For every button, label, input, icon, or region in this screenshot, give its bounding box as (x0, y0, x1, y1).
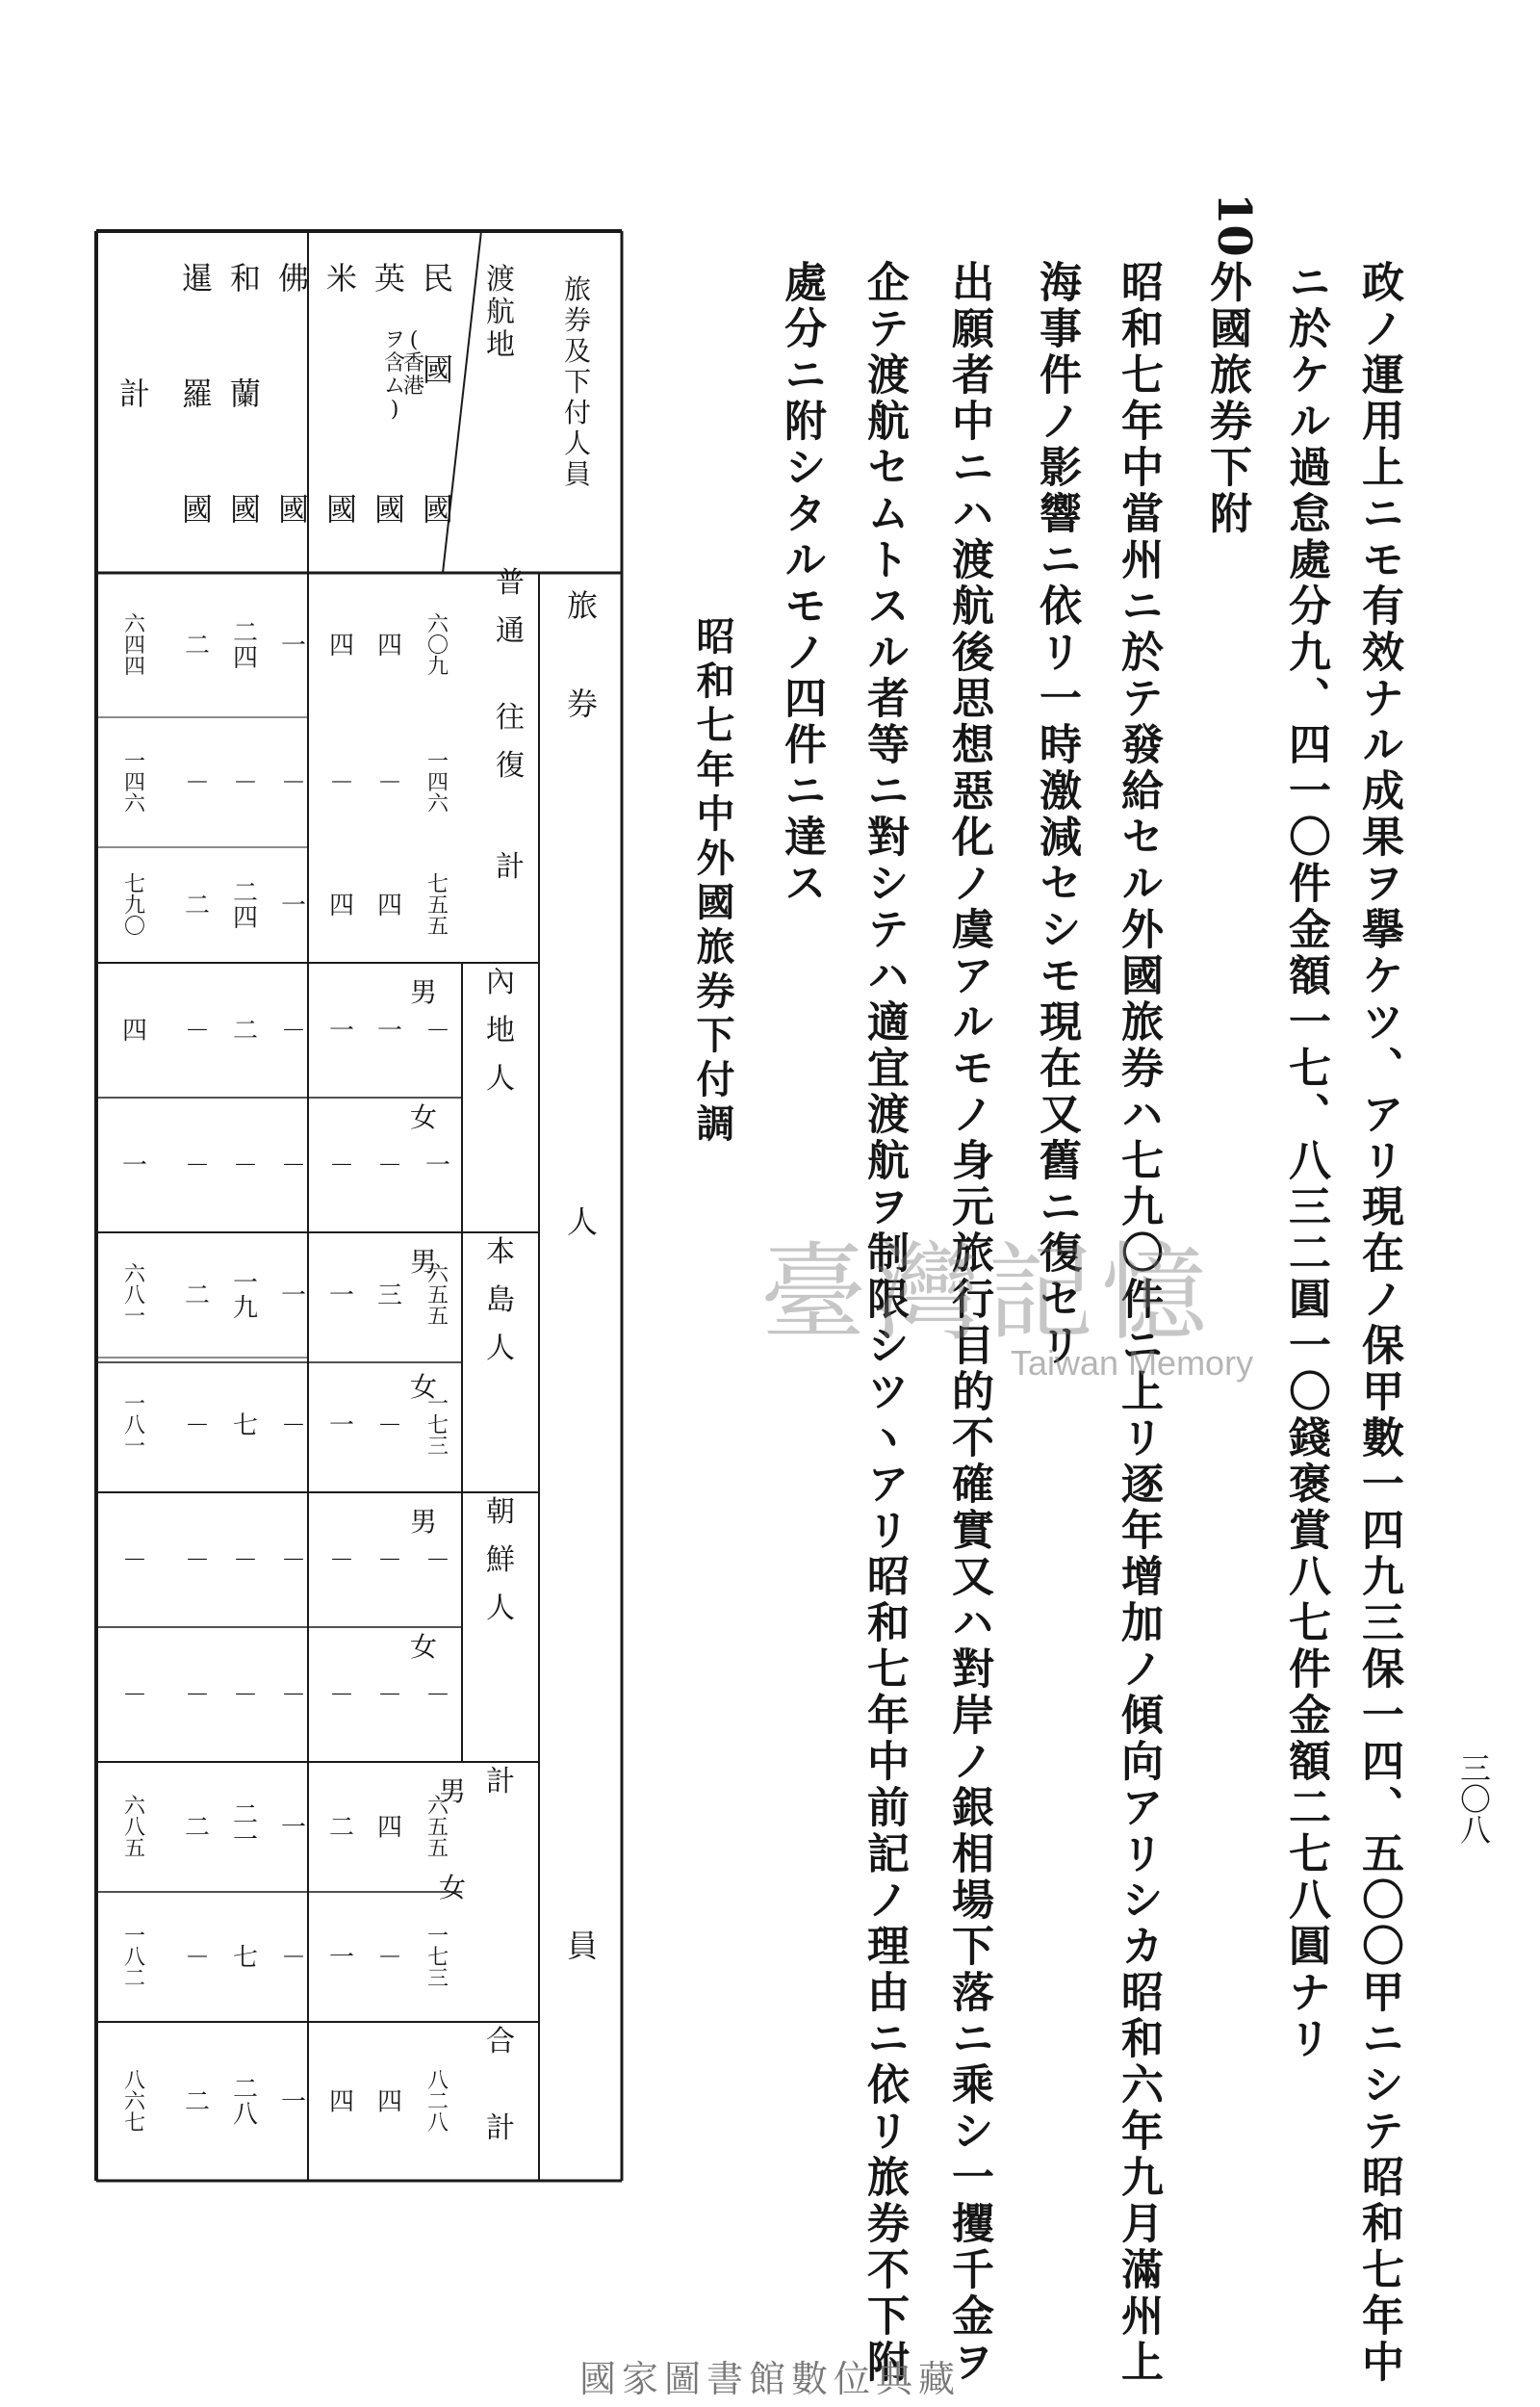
cell-c0-r4: 二四 (232, 619, 259, 674)
cell-c8-r0: － (424, 1681, 451, 1711)
persons-group-total: 計 (486, 1765, 515, 1799)
cell-c4-r6: 一 (121, 1152, 148, 1181)
page-number: 三〇八 (1455, 1752, 1492, 1845)
cell-c2-r5: 二 (184, 892, 211, 921)
section-line-5: 處分ニ附シタルモノ四件ニ達ス (777, 260, 826, 907)
destination-0-a: 民 (422, 260, 454, 297)
cell-c7-r0: － (424, 1546, 451, 1576)
cell-c7-r1: － (376, 1546, 403, 1576)
destination-3-a: 佛 (277, 260, 310, 297)
cell-c7-r5: － (184, 1546, 211, 1576)
cell-c3-r5: － (184, 1017, 211, 1047)
cell-c2-r3: 一 (280, 892, 307, 921)
cell-c6-r0: 一七三 (426, 1392, 449, 1460)
cell-c0-r2: 四 (328, 632, 355, 661)
destination-4-b: 蘭 (229, 375, 262, 412)
cell-c4-r5: － (184, 1152, 211, 1181)
destination-2-a: 米 (325, 260, 358, 297)
body-line-1: 政ノ運用上ニモ有效ナル成果ヲ擧ケツ、アリ現在ノ保甲數一四九三保一四、五〇〇甲ニシテ昭和七年中 (1354, 260, 1403, 2386)
cell-c6-r1: － (376, 1411, 403, 1441)
cell-c10-r1: － (376, 1943, 403, 1973)
persons-group-2: 朝鮮人 (486, 1495, 515, 1625)
section-line-3: 出願者中ニハ渡航後思想惡化ノ虞アルモノ身元旅行目的不確實又ハ對岸ノ銀相場下落ニ乘シ一攫千金ヲ (944, 260, 993, 2386)
group-header-persons: 人員 (566, 1204, 599, 1964)
destination-5-b: 羅 (181, 375, 214, 412)
group-header-passport: 旅券 (566, 587, 599, 722)
destination-0-b: 國 (422, 351, 454, 388)
cell-c4-r2: － (328, 1152, 355, 1181)
cell-c2-r1: 四 (376, 892, 403, 921)
male-label-total: 男 (438, 1775, 467, 1807)
cell-c7-r2: － (328, 1546, 355, 1576)
cell-c10-r0: 一七三 (426, 1925, 449, 1992)
passport-col-return: 往復 (496, 701, 525, 783)
female-label-2: 女 (409, 1631, 438, 1663)
cell-c5-r0: 六五五 (426, 1262, 449, 1330)
cell-c0-r0: 六〇九 (426, 612, 449, 680)
cell-c7-r4: － (232, 1546, 259, 1576)
cell-c0-r5: 二 (184, 632, 211, 661)
persons-group-1: 本島人 (486, 1235, 515, 1365)
cell-c5-r6: 六八一 (123, 1262, 146, 1330)
section-line-1: 昭和七年中當州ニ於テ發給セル外國旅券ハ七九〇件ニ上リ逐年增加ノ傾向アリシカ昭和六年九月滿州上 (1114, 260, 1163, 2386)
cell-c9-r3: 一 (280, 1813, 307, 1843)
destination-5-a: 暹 (181, 260, 214, 297)
section-number: 10 (1207, 193, 1261, 257)
destination-2-b: 國 (325, 491, 358, 528)
corner-label-bottom: 渡航地 (486, 263, 515, 362)
cell-c6-r3: － (280, 1411, 307, 1441)
section-line-4: 企テ渡航セムトスル者等ニ對シテハ適宜渡航ヲ制限シツヽアリ昭和七年中前記ノ理由ニ依リ旅券不下附 (860, 260, 909, 2386)
cell-c11-r3: 一 (280, 2087, 307, 2117)
cell-c4-r3: － (280, 1152, 307, 1181)
cell-c2-r0: 七五五 (426, 872, 449, 940)
watermark-logo: 臺灣記憶 (760, 1231, 1215, 1355)
cell-c1-r3: － (280, 768, 307, 798)
cell-c8-r4: － (232, 1681, 259, 1711)
passport-col-ordinary: 普通 (496, 566, 525, 648)
cell-c5-r3: 一 (280, 1281, 307, 1311)
cell-c1-r5: － (184, 768, 211, 798)
destination-4-c: 國 (229, 491, 262, 528)
table-title: 昭和七年中外國旅券下付調 (690, 616, 735, 1148)
cell-c11-r6: 八六七 (123, 2069, 146, 2136)
female-label-0: 女 (409, 1101, 438, 1133)
cell-c6-r5: － (184, 1411, 211, 1441)
cell-c9-r0: 六五五 (426, 1795, 449, 1862)
male-label-1: 男 (409, 1246, 438, 1278)
footer-credit: 國家圖書館數位典藏 (578, 2358, 961, 2400)
cell-c6-r6: 一八一 (123, 1392, 146, 1460)
cell-c9-r2: 二 (328, 1813, 355, 1843)
cell-c5-r2: 一 (328, 1281, 355, 1311)
cell-c5-r5: 二 (184, 1281, 211, 1311)
cell-c2-r6: 七九〇 (123, 872, 146, 940)
cell-c5-r4: 一九 (232, 1269, 259, 1324)
cell-c3-r6: 四 (121, 1017, 148, 1047)
cell-c8-r1: － (376, 1681, 403, 1711)
cell-c0-r3: 一 (280, 632, 307, 661)
passport-col-total: 計 (496, 850, 525, 884)
cell-c9-r1: 四 (376, 1813, 403, 1843)
cell-c3-r4: 二 (232, 1017, 259, 1047)
destination-0-note-a: (香港 (402, 328, 425, 399)
cell-c1-r2: － (328, 768, 355, 798)
cell-c10-r2: 一 (328, 1943, 355, 1973)
cell-c6-r4: 七 (232, 1411, 259, 1441)
destination-6-a: 計 (118, 375, 151, 412)
cell-c2-r4: 二四 (232, 879, 259, 934)
female-label-1: 女 (409, 1371, 438, 1403)
male-label-0: 男 (409, 976, 438, 1008)
cell-c3-r1: 一 (376, 1017, 403, 1047)
cell-c11-r5: 二 (184, 2087, 211, 2117)
cell-c11-r0: 八二八 (426, 2069, 449, 2136)
cell-c1-r0: 一四六 (426, 750, 449, 817)
destination-0-c: 國 (422, 491, 454, 528)
destination-4-a: 和 (229, 260, 262, 297)
cell-c0-r6: 六四四 (123, 612, 146, 680)
male-label-2: 男 (409, 1506, 438, 1538)
section-line-2: 海事件ノ影響ニ依リ一時激減セシモ現在又舊ニ復セリ (1032, 260, 1081, 1369)
female-label-total: 女 (438, 1872, 467, 1903)
cell-c7-r6: － (121, 1546, 148, 1576)
cell-c6-r2: 一 (328, 1411, 355, 1441)
grand-total-label: 合計 (486, 2025, 515, 2145)
cell-c1-r1: － (376, 768, 403, 798)
cell-c4-r1: － (376, 1152, 403, 1181)
cell-c10-r6: 一八二 (123, 1925, 146, 1992)
destination-1-b: 國 (373, 491, 406, 528)
cell-c9-r5: 二 (184, 1813, 211, 1843)
corner-label-top: 旅券及下付人員 (563, 273, 592, 490)
cell-c11-r2: 四 (328, 2087, 355, 2117)
cell-c10-r4: 七 (232, 1943, 259, 1973)
destination-1-a: 英 (373, 260, 406, 297)
cell-c8-r3: － (280, 1681, 307, 1711)
cell-c1-r4: － (232, 768, 259, 798)
cell-c5-r1: 三 (376, 1281, 403, 1311)
cell-c3-r0: － (424, 1017, 451, 1047)
cell-c4-r0: 一 (424, 1152, 451, 1181)
cell-c8-r2: － (328, 1681, 355, 1711)
cell-c9-r4: 二一 (232, 1800, 259, 1855)
destination-5-c: 國 (181, 491, 214, 528)
section-title: 外國旅券下附 (1202, 260, 1251, 537)
cell-c1-r6: 一四六 (123, 750, 146, 817)
watermark-subtitle: Taiwan Memory (1011, 1343, 1254, 1383)
cell-c3-r2: 一 (328, 1017, 355, 1047)
body-line-2: ニ於ケル過怠處分九、四一〇件金額一七、八三二圓一〇錢褒賞八七件金額二七八圓ナリ (1281, 260, 1330, 2062)
cell-c0-r1: 四 (376, 632, 403, 661)
cell-c8-r6: － (121, 1681, 148, 1711)
cell-c11-r4: 二八 (232, 2075, 259, 2130)
cell-c11-r1: 四 (376, 2087, 403, 2117)
cell-c9-r6: 六八五 (123, 1795, 146, 1862)
persons-group-0: 內地人 (486, 966, 515, 1096)
cell-c4-r4: － (232, 1152, 259, 1181)
destination-0-note-b: ヲ含ム) (383, 328, 406, 422)
cell-c8-r5: － (184, 1681, 211, 1711)
cell-c2-r2: 四 (328, 892, 355, 921)
cell-c10-r5: － (184, 1943, 211, 1973)
cell-c10-r3: － (280, 1943, 307, 1973)
destination-3-b: 國 (277, 491, 310, 528)
cell-c7-r3: － (280, 1546, 307, 1576)
cell-c3-r3: － (280, 1017, 307, 1047)
